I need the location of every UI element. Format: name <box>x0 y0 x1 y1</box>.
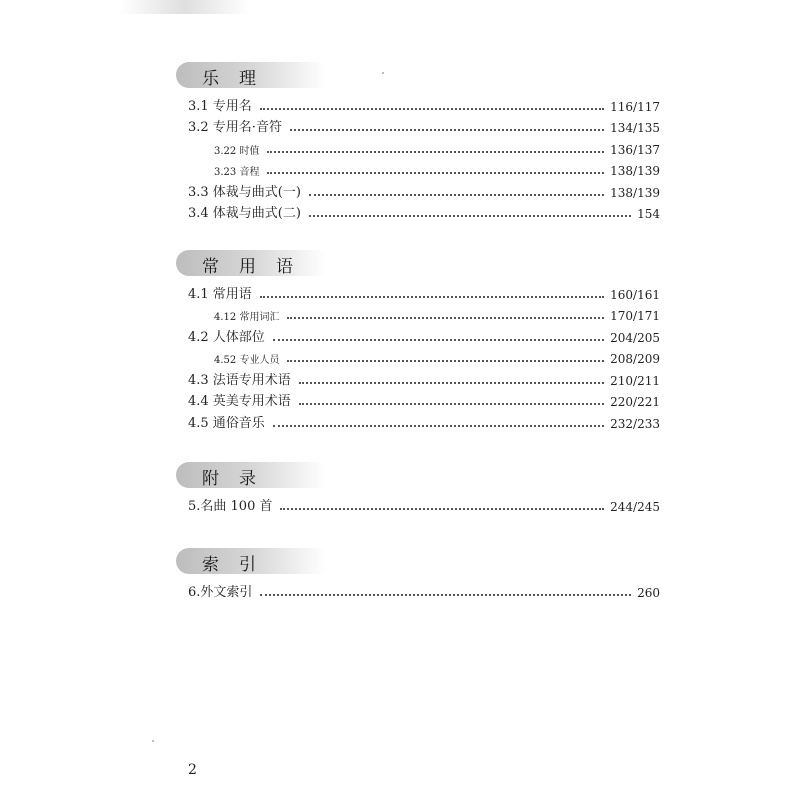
entry-page: 204/205 <box>610 330 660 345</box>
entry-label: 3.3 体裁与曲式(一) <box>188 184 301 200</box>
section-header <box>176 462 326 488</box>
section-title: 附录 <box>202 469 276 489</box>
dot-leader <box>280 508 604 510</box>
entry-page: 170/171 <box>610 309 660 323</box>
toc-section-appendix <box>176 462 666 514</box>
toc-entry <box>176 178 666 200</box>
dot-leader <box>299 382 604 384</box>
dot-leader <box>309 215 631 217</box>
entry-page: 116/117 <box>610 99 660 114</box>
section-header <box>176 62 326 88</box>
entry-label: 4.2 人体部位 <box>188 329 265 345</box>
entry-label: 3.22 时值 <box>214 145 260 157</box>
entry-page: 154 <box>637 207 660 221</box>
dot-leader <box>273 425 604 427</box>
toc-entry <box>176 114 666 136</box>
dot-leader <box>287 317 604 319</box>
toc-subentry <box>176 157 666 179</box>
scan-speck <box>152 740 154 742</box>
toc-entry <box>176 366 666 388</box>
toc-entry <box>176 280 666 302</box>
entry-page: 232/233 <box>610 416 660 431</box>
scan-speck <box>382 72 384 74</box>
entry-page: 138/139 <box>610 185 660 200</box>
entry-page: 160/161 <box>610 287 660 302</box>
entry-label: 3.1 专用名 <box>188 98 252 114</box>
toc-section-music-theory <box>176 62 666 221</box>
toc-entry <box>176 492 666 514</box>
toc-subentry <box>176 135 666 157</box>
entry-label: 4.1 常用语 <box>188 286 252 302</box>
dot-leader <box>267 151 604 153</box>
dot-leader <box>260 108 604 110</box>
entry-page: 208/209 <box>610 352 660 366</box>
page-number: 2 <box>188 762 197 778</box>
entry-label: 4.12 常用词汇 <box>214 312 280 323</box>
entry-page: 134/135 <box>610 121 660 135</box>
dot-leader <box>287 360 604 362</box>
dot-leader <box>267 172 604 174</box>
entry-page: 138/139 <box>610 164 660 178</box>
entry-label: 4.5 通俗音乐 <box>188 415 265 431</box>
entry-label: 6.外文索引 <box>188 584 253 600</box>
dot-leader <box>299 403 604 405</box>
section-title: 索引 <box>202 555 276 575</box>
dot-leader <box>260 594 631 596</box>
scan-shadow <box>120 0 250 14</box>
toc-entry <box>176 409 666 431</box>
dot-leader <box>290 129 604 131</box>
section-title: 乐理 <box>202 69 276 89</box>
toc-section-index <box>176 548 666 600</box>
entry-label: 3.2 专用名·音符 <box>188 120 282 135</box>
entry-label: 5.名曲 100 首 <box>188 498 273 514</box>
dot-leader <box>273 339 604 341</box>
entry-page: 220/221 <box>610 395 660 409</box>
section-header <box>176 250 326 276</box>
toc-entry <box>176 388 666 410</box>
toc-entry <box>176 92 666 114</box>
entry-page: 210/211 <box>610 373 660 388</box>
entry-label: 4.3 法语专用术语 <box>188 372 291 388</box>
entry-label: 3.4 体裁与曲式(二) <box>188 206 301 221</box>
entry-label: 4.52 专业人员 <box>214 355 280 366</box>
toc-entry <box>176 578 666 600</box>
entry-page: 244/245 <box>610 499 660 514</box>
dot-leader <box>309 194 604 196</box>
section-header <box>176 548 326 574</box>
toc-subentry <box>176 302 666 324</box>
toc-entry <box>176 323 666 345</box>
dot-leader <box>260 296 604 298</box>
entry-page: 260 <box>637 585 660 600</box>
toc-subentry <box>176 345 666 367</box>
entry-label: 4.4 英美专用术语 <box>188 394 291 409</box>
toc-section-common-terms <box>176 250 666 431</box>
entry-page: 136/137 <box>610 142 660 157</box>
section-title: 常用语 <box>202 257 313 277</box>
entry-label: 3.23 音程 <box>214 167 260 178</box>
toc-entry <box>176 200 666 222</box>
